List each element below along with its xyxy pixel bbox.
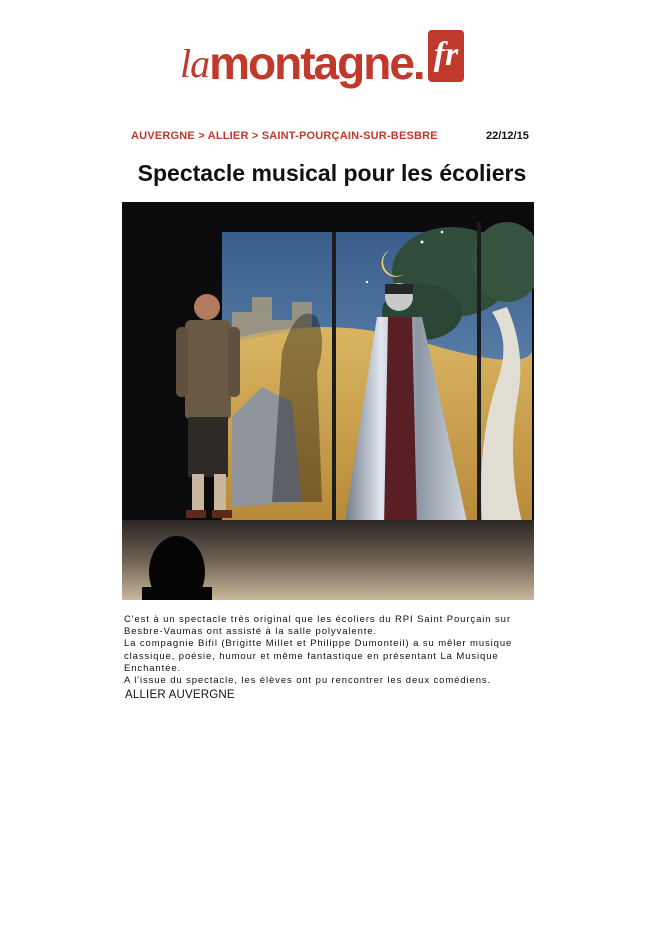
paragraph-2: La compagnie Bifil (Brigitte Millet et Philippe Dumonteil) a su mêler musique classique, poésie, humour et même fantastique en présentant La Musique Enchantée. xyxy=(124,638,513,674)
paragraph-1: C'est à un spectacle très original que les écoliers du RPI Saint Pourçain sur Besbre-Vaumas ont assisté à la salle polyvalente. xyxy=(124,614,511,638)
breadcrumb[interactable]: AUVERGNE > ALLIER > SAINT-POURÇAIN-SUR-BESBRE xyxy=(131,130,438,142)
article-date: 22/12/15 xyxy=(486,130,529,142)
site-logo[interactable] xyxy=(180,30,490,92)
paragraph-3: A l'issue du spectacle, les élèves ont pu rencontrer les deux comédiens. xyxy=(124,675,492,687)
stage-photo-icon xyxy=(122,202,534,600)
logo-prefix: la xyxy=(180,41,210,86)
logo-tld: fr xyxy=(428,30,465,82)
article-body xyxy=(124,614,544,687)
article-tags[interactable]: ALLIER AUVERGNE xyxy=(125,689,235,701)
article-title: Spectacle musical pour les écoliers xyxy=(137,160,527,186)
article-photo xyxy=(122,202,534,600)
logo-name: montagne xyxy=(209,37,413,89)
logo-dot: . xyxy=(412,37,426,89)
